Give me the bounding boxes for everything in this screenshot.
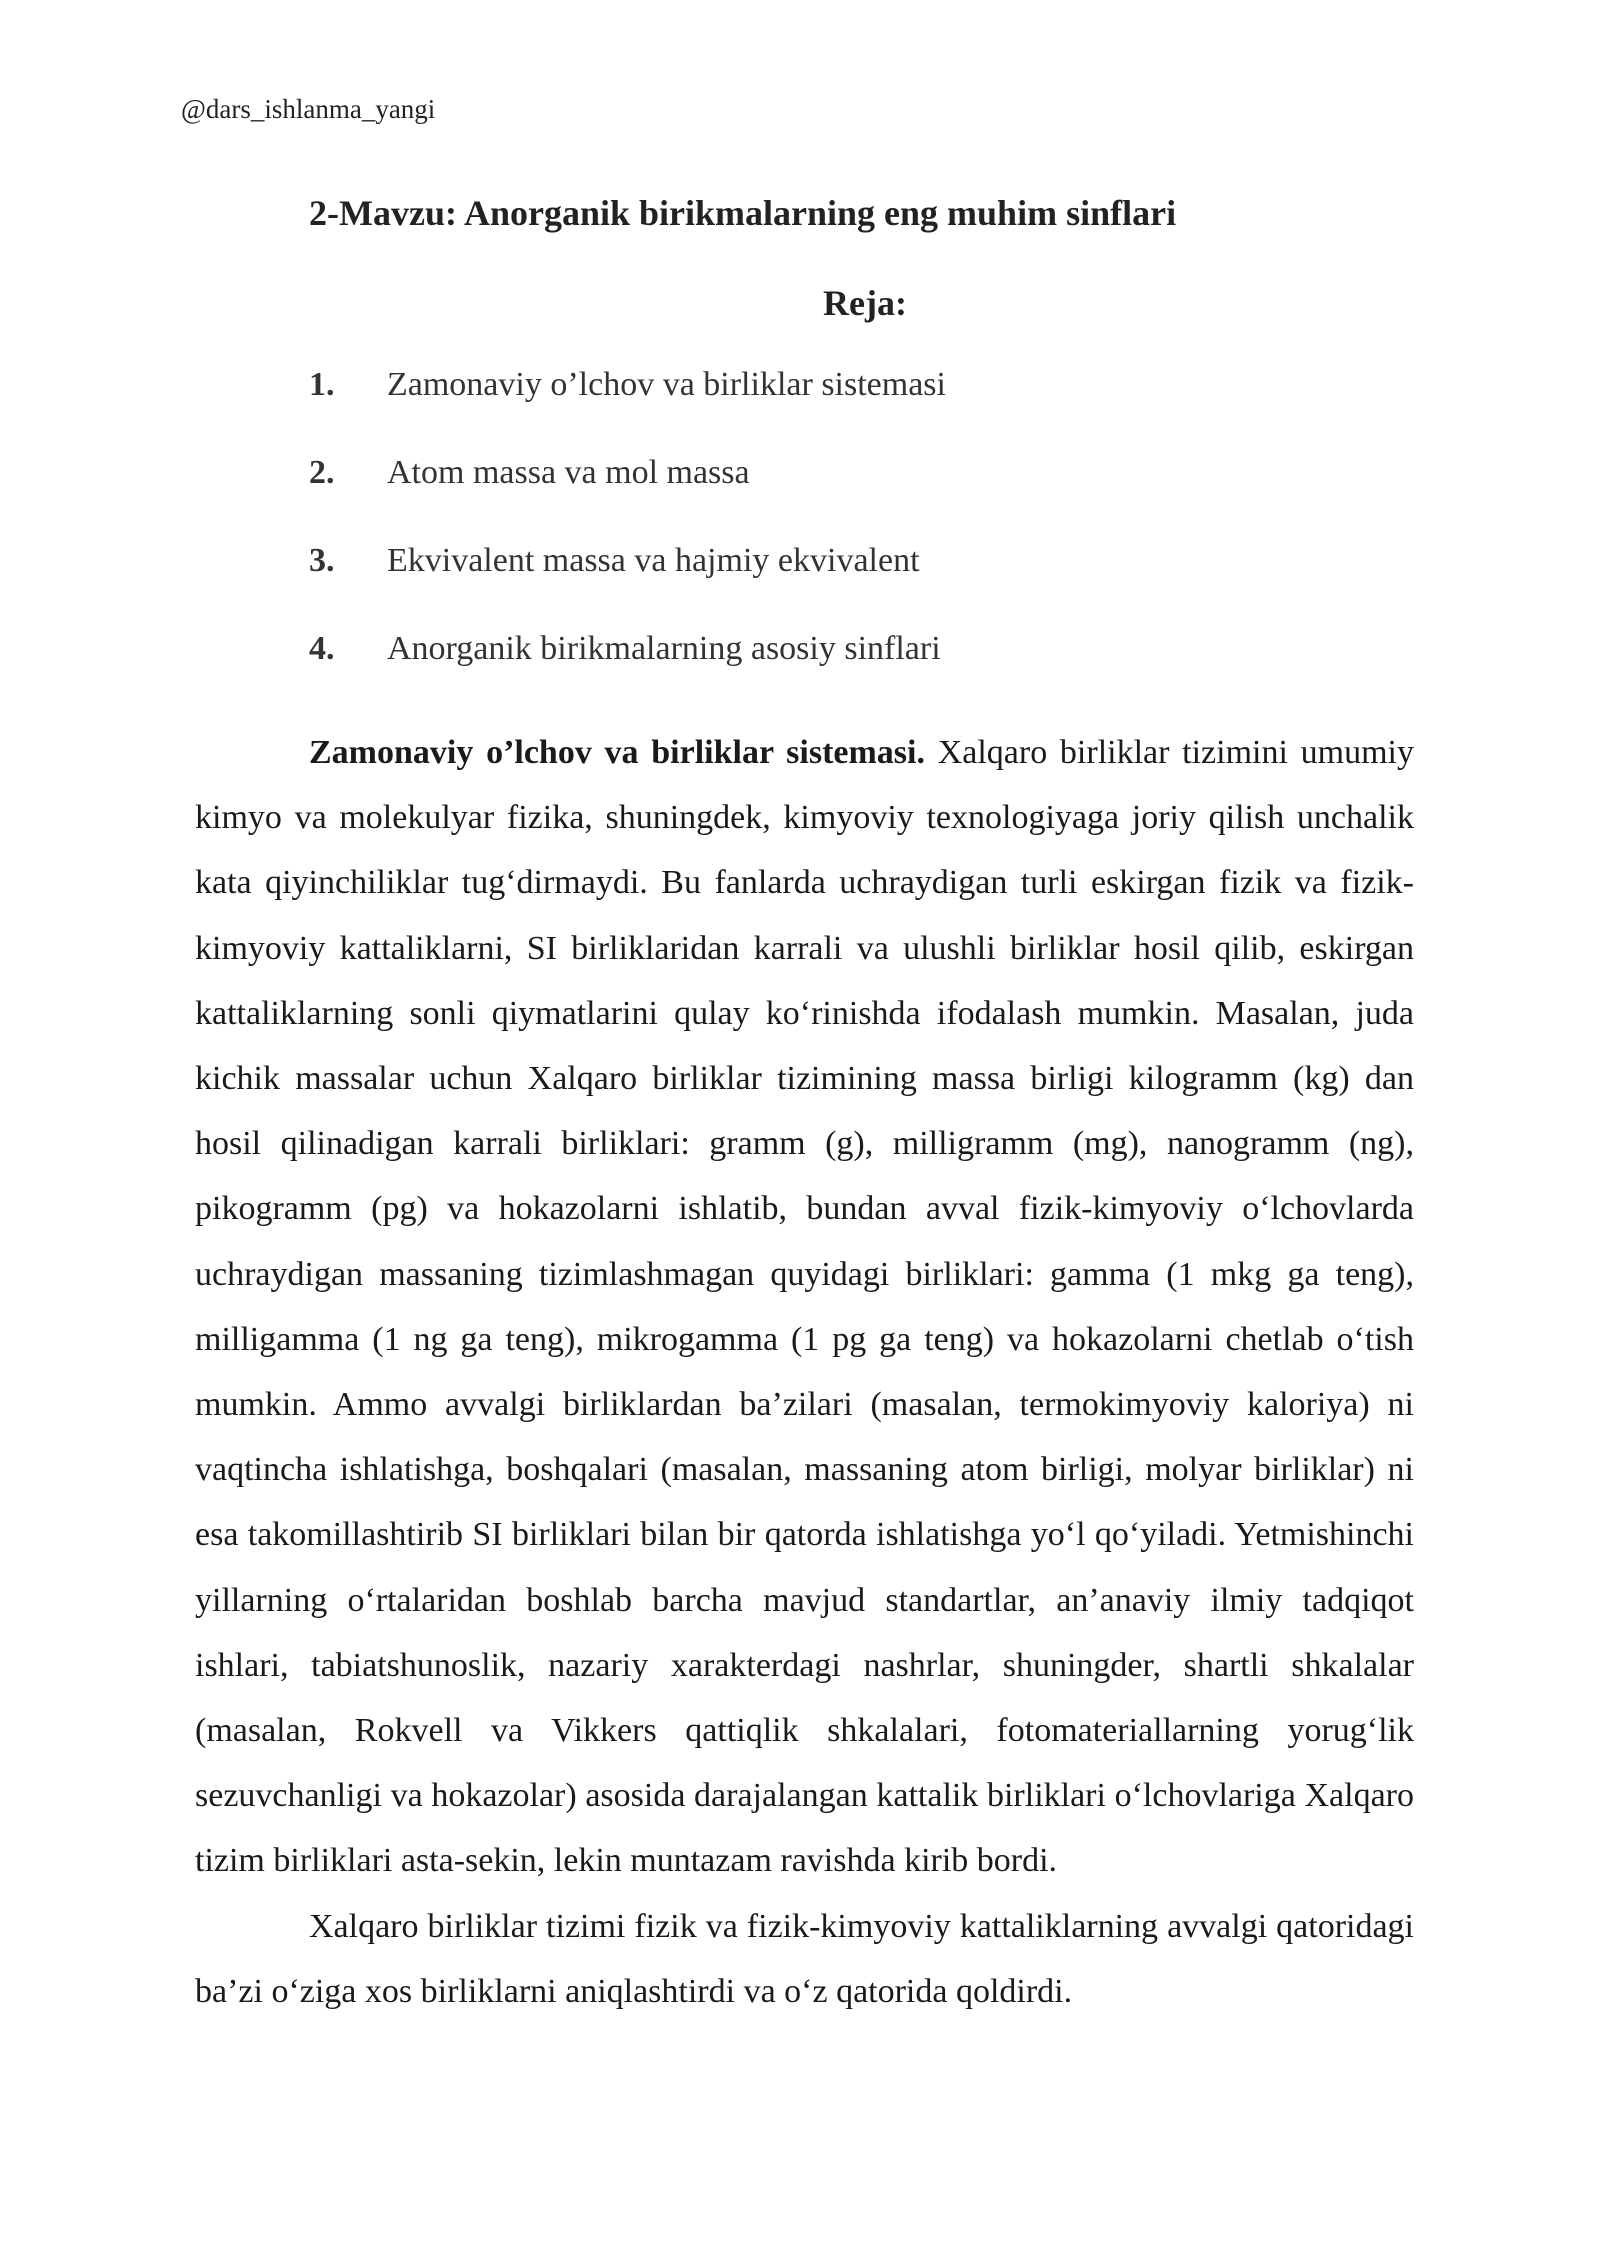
plan-item (309, 630, 946, 718)
plan-heading: Reja: (823, 283, 907, 323)
plan-item (309, 542, 946, 630)
paragraph (195, 720, 1414, 1894)
plan-item-text: Ekvivalent massa va hajmiy ekvivalent (387, 542, 920, 579)
plan-item-text: Zamonaviy o’lchov va birliklar sistemasi (387, 366, 946, 403)
plan-item-number: 3. (309, 542, 335, 579)
plan-item-text: Atom massa va mol massa (387, 454, 750, 491)
plan-list (309, 366, 946, 718)
plan-item-number: 2. (309, 454, 335, 491)
plan-item-number: 1. (309, 366, 335, 403)
watermark: @dars_ishlanma_yangi (181, 94, 436, 124)
paragraph: Xalqaro birliklar tizimi fizik va fizik-kimyoviy kattaliklarning avvalgi qatoridagi ba’zi o‘ziga xos birliklarni aniqlashtirdi va o‘z qatorida qoldirdi. (195, 1907, 1414, 2010)
section-lead: Zamonaviy o’lchov va birliklar sistemasi. (309, 734, 925, 771)
body-text (195, 720, 1414, 2024)
plan-item (309, 366, 946, 454)
page-title: 2-Mavzu: Anorganik birikmalarning eng muhim sinflari (309, 193, 1177, 233)
plan-item-text: Anorganik birikmalarning asosiy sinflari (387, 630, 941, 667)
plan-item-number: 4. (309, 630, 335, 667)
paragraph-text: Xalqaro birliklar tizimini umumiy kimyo va molekulyar fizika, shuningdek, kimyoviy texnologiyaga joriy qilish unchalik kata qiyinchiliklar tug‘dirmaydi. Bu fanlarda uchraydigan turli eskirgan fizik va fizik-kimyoviy kattaliklarni, SI birliklaridan karrali va ulushli birliklar hosil qilib, eskirgan kattaliklarning sonli qiymatlarini qulay ko‘rinishda ifodalash mumkin. Masalan, juda kichik massalar uchun Xalqaro birliklar tizimining massa birligi kilogramm (kg) dan hosil qilinadigan karrali birliklari: gramm (g), milligramm (mg), nanogramm (ng), pikogramm (pg) va hokazolarni ishlatib, bundan avval fizik-kimyoviy o‘lchovlarda uchraydigan massaning tizimlashmagan quyidagi birliklari: gamma (1 mkg ga teng), milligamma (1 ng ga teng), mikrogamma (1 pg ga teng) va hokazolarni chetlab o‘tish mumkin. Ammo avvalgi birliklardan ba’zilari (masalan, termokimyoviy kaloriya) ni vaqtincha ishlatishga, boshqalari (masalan, massaning atom birligi, molyar birliklar) ni esa takomillashtirib SI birliklari bilan bir qatorda ishlatishga yo‘l qo‘yiladi. Yetmishinchi yillarning o‘rtalaridan boshlab barcha mavjud standartlar, an’anaviy ilmiy tadqiqot ishlari, tabiatshunoslik, nazariy xarakterdagi nashrlar, shuningder, shartli shkalalar (masalan, Rokvell va Vikkers qattiqlik shkalalari, fotomateriallarning yorug‘lik sezuvchanligi va hokazolar) asosida darajalangan kattalik birliklari o‘lchovlariga Xalqaro tizim birliklari asta-sekin, lekin muntazam ravishda kirib bordi. (195, 734, 1414, 1880)
plan-item (309, 454, 946, 542)
